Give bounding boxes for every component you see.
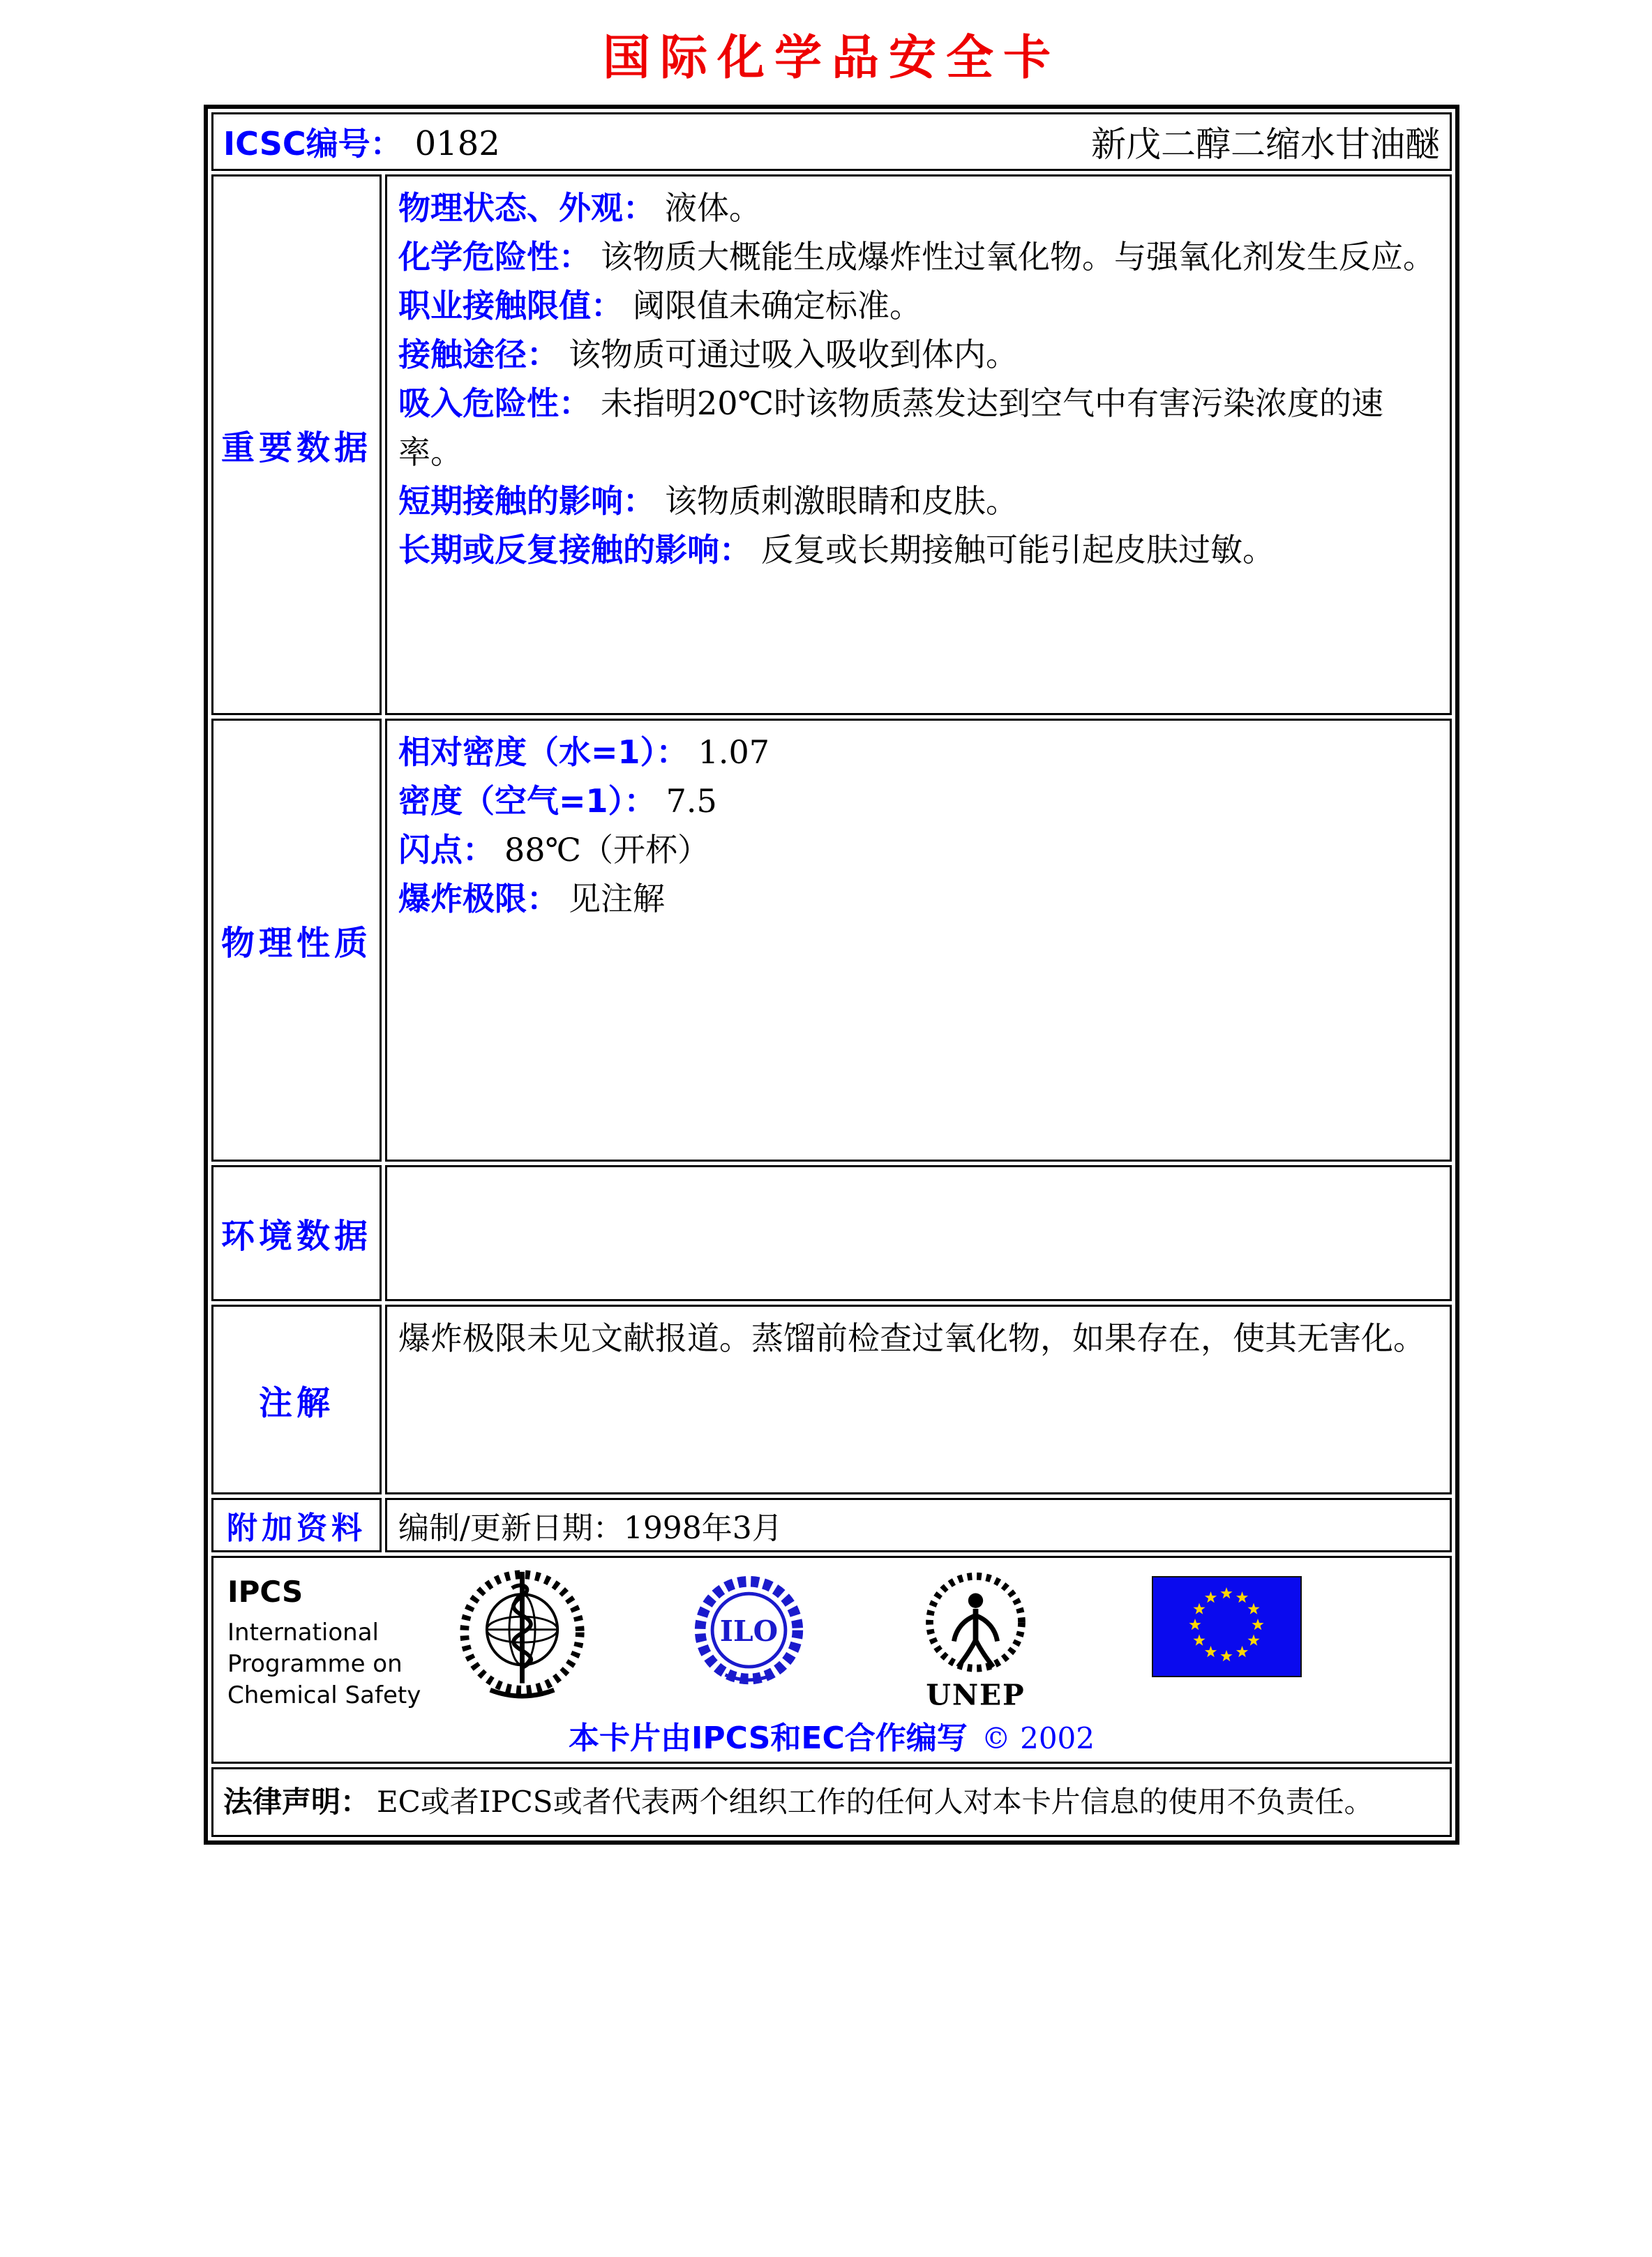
field-label: 职业接触限值：: [398, 287, 623, 324]
ipcs-subtitle-line: Programme on: [227, 1650, 403, 1678]
field-short-term-effects: [398, 477, 1439, 525]
field-label: 吸入危险性：: [398, 384, 591, 422]
field-value: 该物质刺激眼睛和皮肤。: [665, 482, 1018, 520]
chemical-name: 新戊二醇二缩水甘油醚: [1091, 124, 1440, 165]
field-value: 见注解: [569, 880, 665, 917]
legal-label: 法律声明：: [223, 1785, 370, 1819]
field-long-term-effects: [398, 525, 1439, 574]
field-label: 相对密度（水=1）：: [398, 733, 689, 771]
row-label-environmental-data: 环境数据: [211, 1165, 382, 1301]
icsc-card-table: [204, 105, 1459, 1845]
ilo-logo-icon: [691, 1575, 806, 1690]
field-value: 该物质可通过吸入吸收到体内。: [569, 336, 1018, 373]
row-label-additional-info: 附加资料: [211, 1498, 382, 1552]
field-inhalation-risk: [398, 379, 1439, 477]
card-header-row: [211, 112, 1452, 171]
caption-text: 本卡片由IPCS和EC合作编写: [568, 1720, 968, 1756]
field-label: 闪点：: [398, 831, 495, 869]
legal-row: [211, 1767, 1452, 1837]
field-chemical-danger: [398, 232, 1439, 281]
field-label: 物理状态、外观：: [398, 189, 655, 227]
ilo-logo-text: ILO: [719, 1614, 779, 1649]
ipcs-subtitle-line: International: [227, 1619, 379, 1647]
logos-row: [220, 1565, 1443, 1711]
field-value: 该物质大概能生成爆炸性过氧化物。与强氧化剂发生反应。: [601, 238, 1435, 276]
field-exposure-routes: [398, 330, 1439, 379]
field-label: 短期接触的影响：: [398, 482, 655, 520]
field-value: 7.5: [666, 782, 717, 820]
footer-caption: [220, 1713, 1443, 1757]
row-label-physical-properties: 物理性质: [211, 719, 382, 1162]
unep-logo-text: UNEP: [926, 1678, 1026, 1711]
who-logo-icon: [458, 1566, 587, 1702]
field-label: 爆炸极限：: [398, 880, 559, 917]
field-vapor-density: [398, 777, 1439, 825]
icsc-number-label: ICSC编号：: [223, 125, 403, 163]
row-label-important-data: 重要数据: [211, 174, 382, 715]
field-flash-point: [398, 825, 1439, 874]
row-label-notes: 注解: [211, 1305, 382, 1494]
field-value: 阈限值未确定标准。: [633, 287, 922, 324]
field-occupational-limits: [398, 281, 1439, 330]
legal-text: EC或者IPCS或者代表两个组织工作的任何人对本卡片信息的使用不负责任。: [377, 1785, 1374, 1819]
field-label: 化学危险性：: [398, 238, 591, 276]
eu-flag-icon: [1152, 1576, 1302, 1677]
field-label: 密度（空气=1）：: [398, 782, 656, 820]
icsc-document-page: [0, 31, 1652, 1845]
field-label: 长期或反复接触的影响：: [398, 531, 751, 569]
additional-info-content: 编制/更新日期：1998年3月: [385, 1498, 1452, 1552]
environmental-data-content: [385, 1165, 1452, 1301]
field-value: 88℃（开杯）: [504, 831, 709, 869]
field-physical-state: [398, 183, 1439, 232]
footer-row: [211, 1556, 1452, 1764]
unep-logo-icon: [918, 1568, 1033, 1711]
important-data-content: [385, 174, 1452, 715]
field-value: 1.07: [698, 733, 769, 771]
icsc-number-value: 0182: [414, 124, 500, 163]
physical-properties-content: [385, 719, 1452, 1162]
field-value: 液体。: [665, 189, 761, 227]
icsc-number-group: [223, 119, 500, 165]
ipcs-subtitle-line: Chemical Safety: [227, 1681, 421, 1709]
notes-content: 爆炸极限未见文献报道。蒸馏前检查过氧化物，如果存在，使其无害化。: [385, 1305, 1452, 1494]
caption-copyright: © 2002: [981, 1721, 1095, 1755]
ipcs-title: IPCS: [227, 1575, 303, 1609]
field-label: 接触途径：: [398, 336, 559, 373]
ipcs-block: [220, 1565, 444, 1711]
field-explosive-limits: [398, 874, 1439, 923]
field-value: 未指明20℃时该物质蒸发达到空气中有害污染浓度的速率。: [398, 384, 1383, 471]
field-value: 反复或长期接触可能引起皮肤过敏。: [761, 531, 1275, 569]
field-relative-density: [398, 728, 1439, 777]
page-title: 国际化学品安全卡: [602, 31, 1060, 86]
